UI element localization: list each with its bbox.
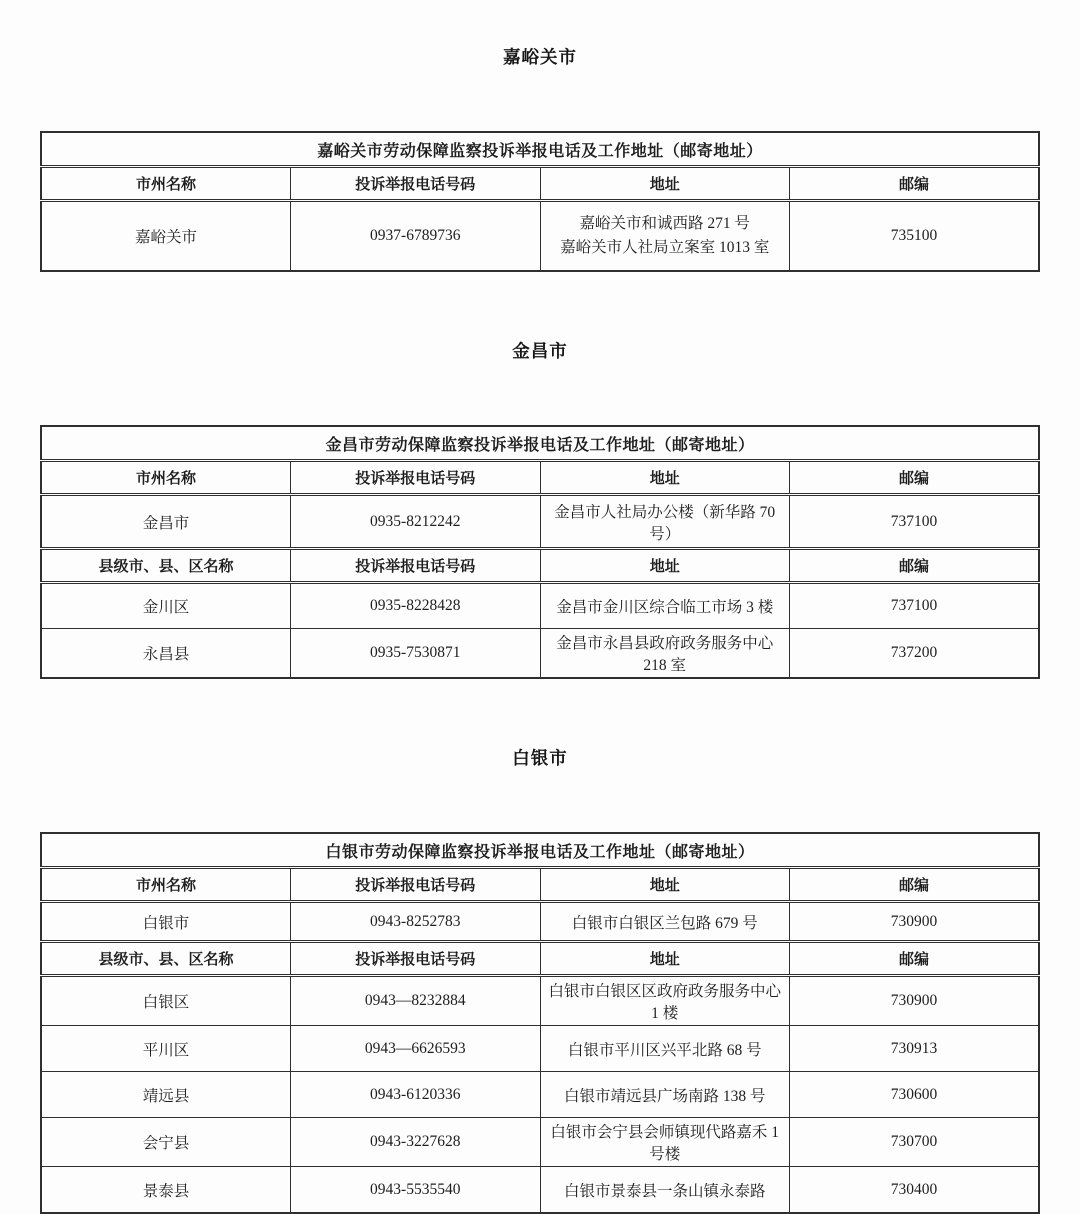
section-title-baiyin: 白银市 <box>512 748 568 768</box>
table-row <box>41 629 1039 679</box>
cell-phone: 0943-6120336 <box>291 1072 541 1118</box>
cell-zip: 737100 <box>790 583 1040 629</box>
table-row <box>41 1167 1039 1214</box>
cell-phone: 0943—6626593 <box>291 1026 541 1072</box>
section-title-jiayuguan: 嘉峪关市 <box>503 47 577 67</box>
table-row <box>41 868 1039 902</box>
cell-region-name: 靖远县 <box>41 1072 291 1118</box>
table-row <box>41 426 1039 461</box>
cell-zip: 730400 <box>790 1167 1040 1214</box>
cell-region-name: 会宁县 <box>41 1118 291 1167</box>
cell-address: 金昌市人社局办公楼（新华路 70 号） <box>540 495 790 549</box>
section-title-jinchang: 金昌市 <box>512 341 568 361</box>
table-row <box>41 833 1039 868</box>
col-header-zip: 邮编 <box>790 942 1040 976</box>
cell-address: 白银市白银区区政府政务服务中心 1 楼 <box>540 976 790 1026</box>
col-header-address: 地址 <box>540 942 790 976</box>
cell-address: 白银市靖远县广场南路 138 号 <box>540 1072 790 1118</box>
table-row <box>41 167 1039 201</box>
cell-address: 白银市平川区兴平北路 68 号 <box>540 1026 790 1072</box>
table-caption: 白银市劳动保障监察投诉举报电话及工作地址（邮寄地址） <box>41 833 1039 868</box>
cell-zip: 730900 <box>790 902 1040 942</box>
cell-phone: 0943-5535540 <box>291 1167 541 1214</box>
col-header-phone: 投诉举报电话号码 <box>291 942 541 976</box>
cell-zip: 737200 <box>790 629 1040 679</box>
table-row <box>41 902 1039 942</box>
table-jiayuguan <box>40 131 1040 272</box>
cell-region-name: 景泰县 <box>41 1167 291 1214</box>
cell-zip: 730600 <box>790 1072 1040 1118</box>
table-baiyin <box>40 832 1040 1214</box>
col-header-region-name: 市州名称 <box>41 868 291 902</box>
table-row <box>41 942 1039 976</box>
table-row <box>41 1026 1039 1072</box>
cell-zip: 730900 <box>790 976 1040 1026</box>
table-row <box>41 461 1039 495</box>
cell-region-name: 金川区 <box>41 583 291 629</box>
cell-phone: 0943-3227628 <box>291 1118 541 1167</box>
col-header-address: 地址 <box>540 549 790 583</box>
col-header-address: 地址 <box>540 868 790 902</box>
col-header-region-name: 市州名称 <box>41 461 291 495</box>
address-line-2: 嘉峪关市人社局立案室 1013 室 <box>560 239 770 256</box>
cell-phone: 0935-8228428 <box>291 583 541 629</box>
table-row <box>41 1072 1039 1118</box>
cell-region-name: 金昌市 <box>41 495 291 549</box>
col-header-zip: 邮编 <box>790 868 1040 902</box>
table-row <box>41 201 1039 272</box>
cell-phone: 0937-6789736 <box>291 201 541 272</box>
col-header-region-name: 市州名称 <box>41 167 291 201</box>
cell-zip: 730913 <box>790 1026 1040 1072</box>
cell-address: 金昌市金川区综合临工市场 3 楼 <box>540 583 790 629</box>
cell-region-name: 平川区 <box>41 1026 291 1072</box>
col-header-zip: 邮编 <box>790 549 1040 583</box>
col-header-phone: 投诉举报电话号码 <box>291 461 541 495</box>
cell-address: 白银市景泰县一条山镇永泰路 <box>540 1167 790 1214</box>
col-header-zip: 邮编 <box>790 461 1040 495</box>
cell-address: 白银市会宁县会师镇现代路嘉禾 1 号楼 <box>540 1118 790 1167</box>
table-row <box>41 495 1039 549</box>
col-header-phone: 投诉举报电话号码 <box>291 549 541 583</box>
col-header-county-name: 县级市、县、区名称 <box>41 942 291 976</box>
table-row <box>41 1118 1039 1167</box>
cell-region-name: 白银市 <box>41 902 291 942</box>
col-header-phone: 投诉举报电话号码 <box>291 167 541 201</box>
cell-region-name: 嘉峪关市 <box>41 201 291 272</box>
col-header-address: 地址 <box>540 461 790 495</box>
table-row <box>41 549 1039 583</box>
cell-zip: 737100 <box>790 495 1040 549</box>
cell-address: 白银市白银区兰包路 679 号 <box>540 902 790 942</box>
table-row <box>41 976 1039 1026</box>
cell-address: 金昌市永昌县政府政务服务中心 218 室 <box>540 629 790 679</box>
address-line-1: 嘉峪关市和诚西路 271 号 <box>579 214 750 232</box>
table-jinchang <box>40 425 1040 679</box>
table-row <box>41 132 1039 167</box>
cell-region-name: 永昌县 <box>41 629 291 679</box>
table-row <box>41 583 1039 629</box>
cell-zip: 730700 <box>790 1118 1040 1167</box>
col-header-zip: 邮编 <box>790 167 1040 201</box>
cell-phone: 0943-8252783 <box>291 902 541 942</box>
col-header-phone: 投诉举报电话号码 <box>291 868 541 902</box>
cell-zip: 735100 <box>790 201 1040 272</box>
cell-phone: 0935-8212242 <box>291 495 541 549</box>
cell-address <box>540 201 790 272</box>
table-caption: 嘉峪关市劳动保障监察投诉举报电话及工作地址（邮寄地址） <box>41 132 1039 167</box>
cell-region-name: 白银区 <box>41 976 291 1026</box>
col-header-county-name: 县级市、县、区名称 <box>41 549 291 583</box>
cell-phone: 0935-7530871 <box>291 629 541 679</box>
cell-phone: 0943—8232884 <box>291 976 541 1026</box>
table-caption: 金昌市劳动保障监察投诉举报电话及工作地址（邮寄地址） <box>41 426 1039 461</box>
col-header-address: 地址 <box>540 167 790 201</box>
